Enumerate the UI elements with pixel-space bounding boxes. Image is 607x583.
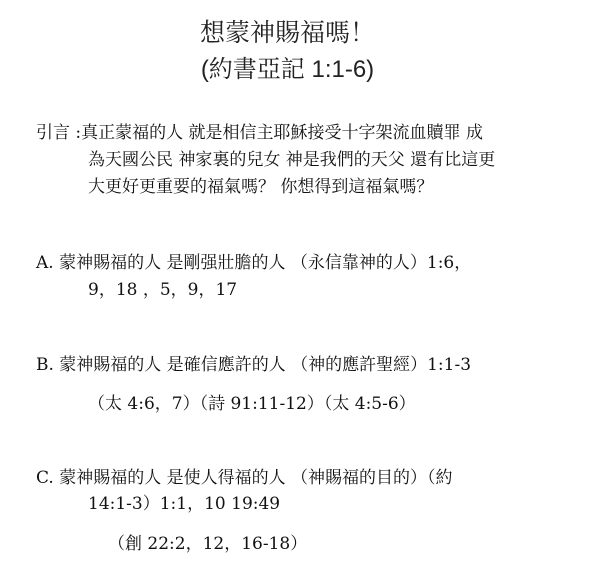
point-c-line-1: C. 蒙神賜福的人 是使人得福的人 （神賜福的目的）（約 [36, 468, 453, 488]
point-a-line-2: 9，18 ，5，9，17 [88, 280, 238, 300]
point-a-line-1: A. 蒙神賜福的人 是剛强壯膽的人 （永信靠神的人）1:6， [36, 253, 472, 273]
page-title: 想蒙神賜福嗎！ [199, 19, 375, 47]
point-b-line-2: （太 4:6，7）（詩 91:11-12）（太 4:5-6） [88, 394, 416, 414]
scripture-reference: (約書亞記 1:1-6) [200, 56, 375, 83]
point-c-line-2: 14:1-3）1:1，10 19:49 [88, 494, 281, 514]
point-c-line-3: （創 22:2，12，16-18） [108, 534, 308, 554]
point-b-line-1: B. 蒙神賜福的人 是確信應許的人 （神的應許聖經）1:1-3 [36, 355, 472, 375]
intro-line-2: 為天國公民 神家裏的兒女 神是我們的天父 還有比這更 [88, 150, 496, 170]
intro-line-1: 引言 :真正蒙福的人 就是相信主耶穌接受十字架流血贖罪 成 [36, 123, 483, 143]
intro-line-3: 大更好更重要的福氣嗎？ 你想得到這福氣嗎？ [88, 177, 434, 197]
